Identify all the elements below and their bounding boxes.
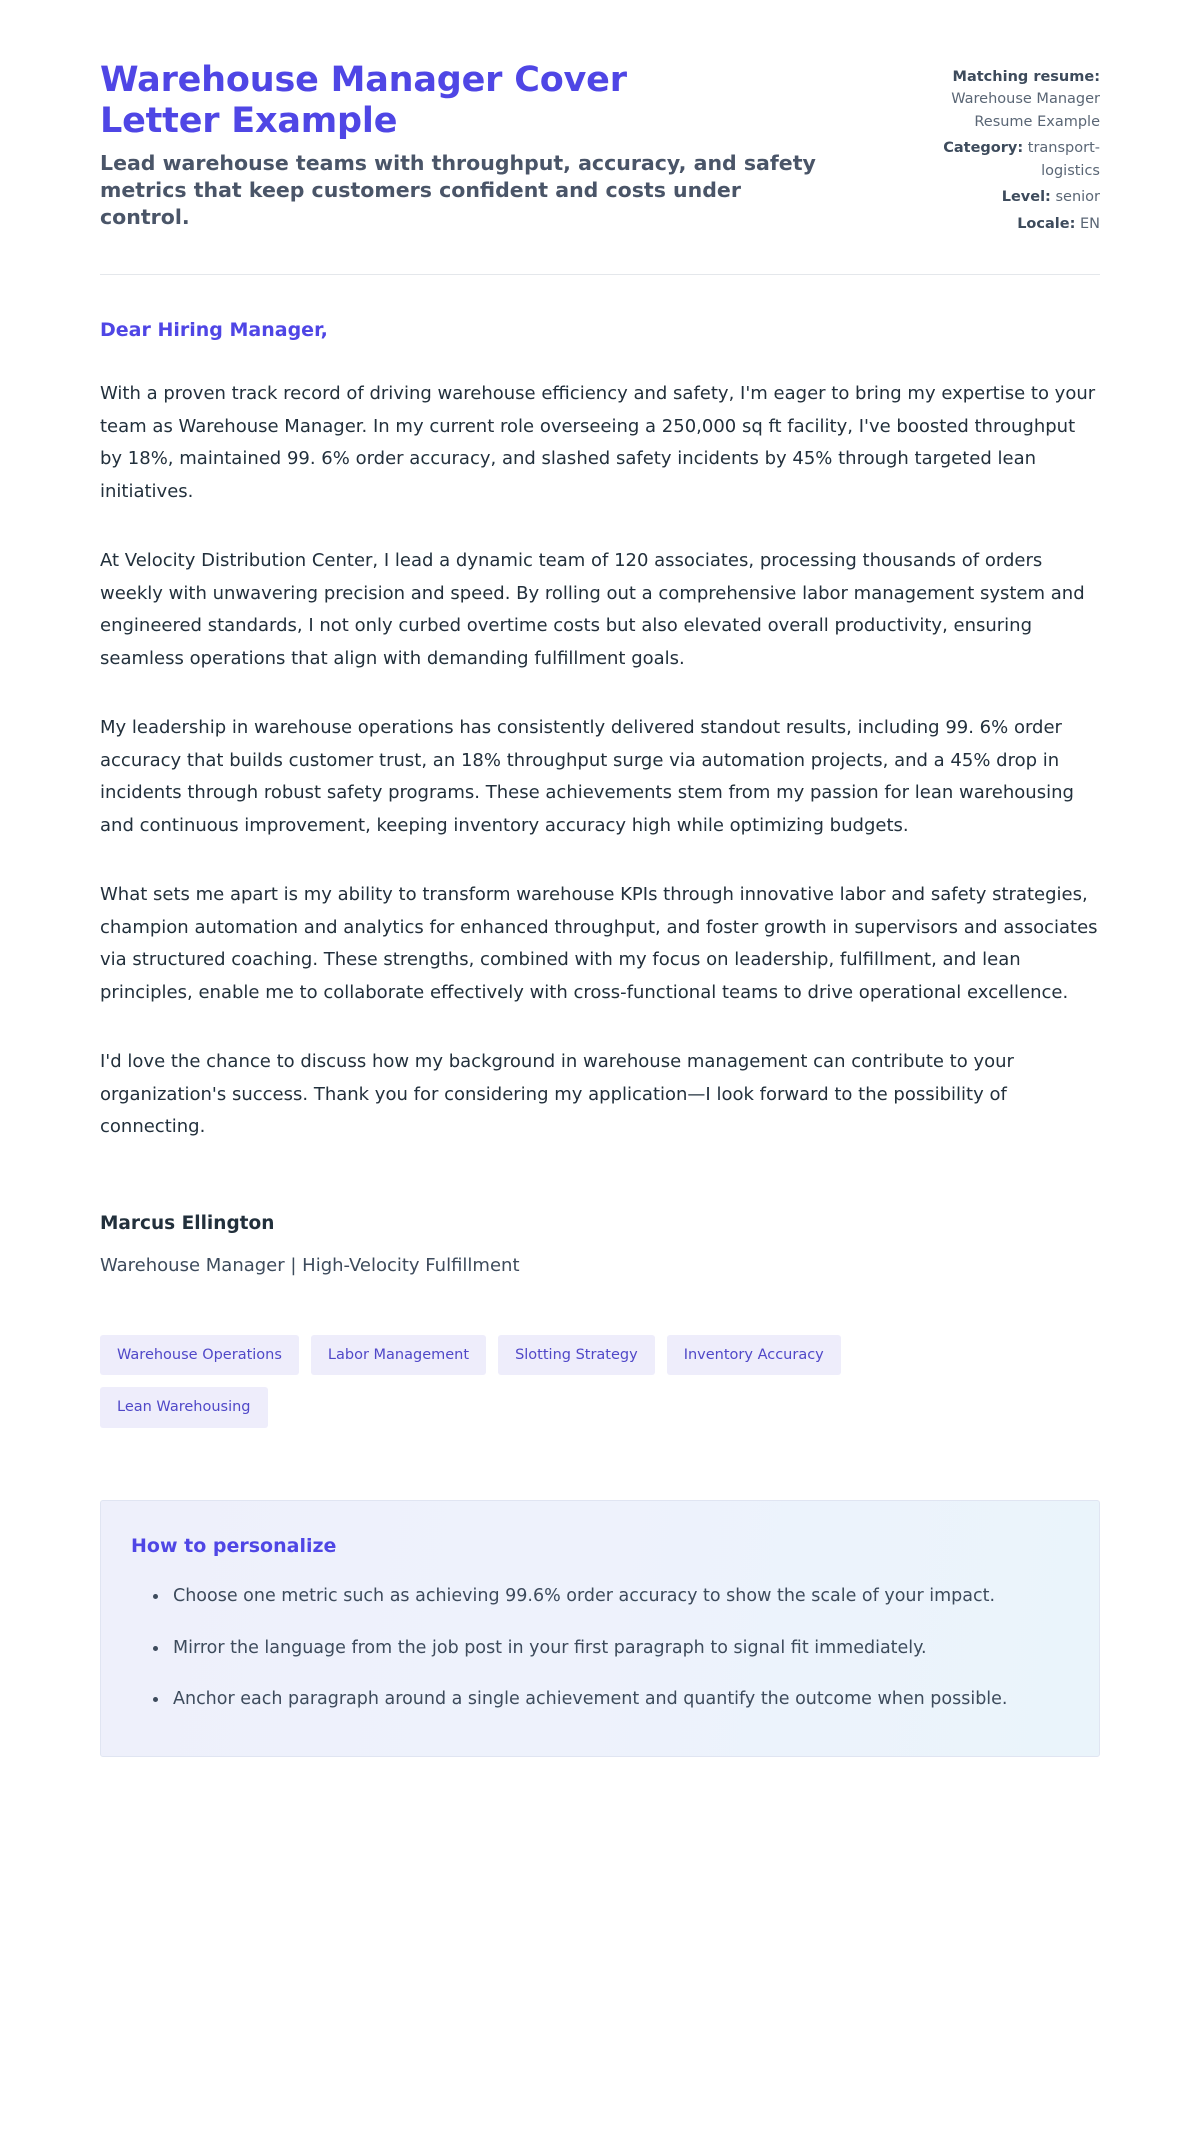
tag-chip[interactable]: Warehouse Operations bbox=[100, 1335, 299, 1376]
callout-list-item: Choose one metric such as achieving 99.6% order accuracy to show the scale of your impact. bbox=[153, 1581, 1053, 1613]
meta-category-value: transport-logistics bbox=[1027, 140, 1100, 179]
meta-matching-resume-value: Warehouse Manager Resume Example bbox=[951, 91, 1100, 130]
letter-paragraph: My leadership in warehouse operations has consistently delivered standout results, including 99. 6% order accuracy that builds customer trust, an 18% throughput surge via automation projects, and a 45% drop in incidents through robust safety programs. These achievements stem from my passion for lean warehousing and continuous improvement, keeping inventory accuracy high while optimizing budgets. bbox=[100, 716, 1074, 837]
tag-list bbox=[100, 1335, 940, 1428]
letter-paragraph: With a proven track record of driving warehouse efficiency and safety, I'm eager to bring my expertise to your team as Warehouse Manager. In my current role overseeing a 250,000 sq ft facility, I've boosted throughput by 18%, maintained 99. 6% order accuracy, and slashed safety incidents by 45% through targeted lean initiatives. bbox=[100, 382, 1096, 503]
meta-locale-label: Locale: bbox=[1017, 215, 1076, 232]
meta-matching-resume-label: Matching resume: bbox=[952, 69, 1100, 85]
page-title: Warehouse Manager Cover Letter Example bbox=[100, 60, 627, 141]
signature-name: Marcus Ellington bbox=[100, 1213, 275, 1235]
document-metadata bbox=[900, 60, 1100, 236]
letter-paragraph: What sets me apart is my ability to transform warehouse KPIs through innovative labor and safety strategies, champion automation and analytics for enhanced throughput, and foster growth in supervisors and associates via structured coaching. These strengths, combined with my focus on leadership, fulfillment, and lean principles, enable me to collaborate effectively with cross-functional teams to drive operational excellence. bbox=[100, 883, 1098, 1004]
tag-chip[interactable]: Slotting Strategy bbox=[498, 1335, 655, 1376]
meta-category bbox=[900, 137, 1100, 182]
tag-chip[interactable]: Lean Warehousing bbox=[100, 1387, 268, 1428]
meta-matching-resume bbox=[900, 66, 1100, 133]
letter-body bbox=[100, 275, 1100, 1144]
meta-locale-value: EN bbox=[1079, 215, 1100, 232]
callout-list-item: Mirror the language from the job post in your first paragraph to signal fit immediately. bbox=[153, 1633, 1053, 1665]
signature-block bbox=[100, 1210, 1100, 1279]
tag-chip[interactable]: Labor Management bbox=[311, 1335, 486, 1376]
tag-chip[interactable]: Inventory Accuracy bbox=[667, 1335, 841, 1376]
letter-salutation: Dear Hiring Manager, bbox=[100, 319, 328, 342]
meta-level-value: senior bbox=[1055, 189, 1100, 206]
meta-level-label: Level: bbox=[1001, 189, 1051, 206]
meta-category-label: Category: bbox=[943, 140, 1024, 157]
callout-list bbox=[131, 1581, 1059, 1716]
page-subtitle: Lead warehouse teams with throughput, accuracy, and safety metrics that keep customers confident and costs under control. bbox=[100, 150, 816, 230]
signature-role: Warehouse Manager | High-Velocity Fulfillment bbox=[100, 1254, 520, 1276]
letter-paragraph: At Velocity Distribution Center, I lead a dynamic team of 120 associates, processing thousands of orders weekly with unwavering precision and speed. By rolling out a comprehensive labor management system and engineered standards, I not only curbed overtime costs but also elevated overall productivity, ensuring seamless operations that align with demanding fulfillment goals. bbox=[100, 549, 1085, 670]
page-header bbox=[100, 40, 1100, 236]
letter-paragraph: I'd love the chance to discuss how my background in warehouse management can contribute to your organization's success. Thank you for considering my application—I look forward to the possibility of connecting. bbox=[100, 1050, 1014, 1138]
callout-title: How to personalize bbox=[131, 1534, 337, 1557]
meta-locale bbox=[900, 213, 1100, 235]
meta-level bbox=[900, 186, 1100, 208]
how-to-personalize-callout bbox=[100, 1500, 1100, 1757]
header-title-block bbox=[100, 60, 860, 232]
callout-list-item: Anchor each paragraph around a single achievement and quantify the outcome when possible. bbox=[153, 1684, 1053, 1716]
